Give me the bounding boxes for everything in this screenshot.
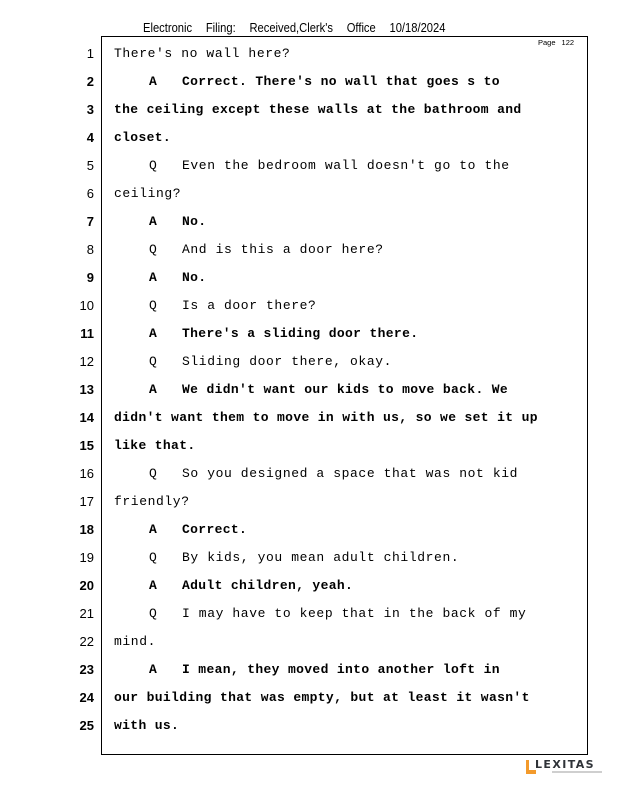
- line-text: the ceiling except these walls at the bathroom and: [114, 102, 522, 117]
- transcript-line: [114, 74, 500, 90]
- speaker-tag: A: [149, 522, 158, 537]
- line-number: 12: [79, 354, 94, 369]
- transcript-line: [114, 382, 508, 398]
- line-text: mind.: [114, 634, 157, 649]
- line-number: 2: [86, 74, 94, 89]
- line-number: 20: [79, 578, 94, 593]
- speaker-tag: Q: [149, 466, 158, 481]
- line-text: Correct. There's no wall that goes s to: [182, 74, 500, 89]
- line-text: Even the bedroom wall doesn't go to the: [182, 158, 510, 173]
- speaker-tag: A: [149, 382, 158, 397]
- speaker-tag: Q: [149, 298, 158, 313]
- transcript-line: [114, 662, 500, 678]
- line-text: Is a door there?: [182, 298, 317, 313]
- line-number: 22: [79, 634, 94, 649]
- line-number: 7: [86, 214, 94, 229]
- transcript-line: [114, 158, 510, 174]
- line-number: 16: [79, 466, 94, 481]
- line-number: 21: [79, 606, 94, 621]
- transcript-line: [114, 242, 384, 258]
- speaker-tag: A: [149, 578, 158, 593]
- speaker-tag: A: [149, 326, 158, 341]
- transcript-line: [114, 466, 518, 482]
- line-text: I may have to keep that in the back of my: [182, 606, 527, 621]
- line-text: like that.: [114, 438, 196, 453]
- line-number: 8: [86, 242, 94, 257]
- line-text: ceiling?: [114, 186, 182, 201]
- lexitas-wordmark: LEXITAS: [535, 758, 595, 771]
- transcript-line: [114, 130, 171, 146]
- transcript-line: [114, 718, 179, 734]
- transcript-line: [114, 186, 181, 202]
- line-number: 11: [80, 326, 94, 341]
- speaker-tag: A: [149, 214, 158, 229]
- line-number: 15: [79, 438, 94, 453]
- transcript-line: [114, 46, 290, 62]
- line-text: No.: [182, 214, 207, 229]
- speaker-tag: A: [149, 74, 158, 89]
- transcript-line: [114, 578, 353, 594]
- line-text: Sliding door there, okay.: [182, 354, 393, 369]
- line-number: 6: [86, 186, 94, 201]
- transcript-line: [114, 606, 526, 622]
- line-number: 9: [86, 270, 94, 285]
- filing-received: Received,Clerk's: [249, 20, 333, 35]
- line-number: 5: [86, 158, 94, 173]
- line-text: We didn't want our kids to move back. We: [182, 382, 509, 397]
- line-number: 17: [79, 494, 94, 509]
- speaker-tag: Q: [149, 158, 158, 173]
- transcript-line: [114, 102, 522, 118]
- transcript-line: [114, 690, 530, 706]
- line-number: 14: [79, 410, 94, 425]
- line-text: By kids, you mean adult children.: [182, 550, 460, 565]
- page-label: [538, 38, 574, 47]
- line-number: 24: [79, 690, 94, 705]
- transcript-line: [114, 326, 418, 342]
- line-text: No.: [182, 270, 207, 285]
- transcript-line: [114, 438, 196, 454]
- line-text: And is this a door here?: [182, 242, 384, 257]
- transcript-line: [114, 410, 538, 426]
- line-number: 25: [79, 718, 94, 733]
- filing-electronic: Electronic: [143, 20, 193, 35]
- page-label-text: Page: [538, 38, 556, 47]
- transcript-line: [114, 298, 316, 314]
- line-text: our building that was empty, but at least it wasn't: [114, 690, 530, 705]
- transcript-line: [114, 634, 156, 650]
- line-number: 1: [86, 46, 94, 61]
- line-number: 13: [79, 382, 94, 397]
- line-text: didn't want them to move in with us, so we set it up: [114, 410, 538, 425]
- transcript-line: [114, 522, 247, 538]
- lexitas-tagline: [552, 771, 602, 773]
- line-number: 23: [79, 662, 94, 677]
- page-number: 122: [561, 38, 575, 47]
- line-text: closet.: [114, 130, 172, 145]
- speaker-tag: Q: [149, 354, 158, 369]
- filing-date: 10/18/2024: [389, 20, 446, 35]
- transcript-line: [114, 494, 190, 510]
- line-text: I mean, they moved into another loft in: [182, 662, 500, 677]
- speaker-tag: A: [149, 662, 158, 677]
- line-text: Adult children, yeah.: [182, 578, 354, 593]
- speaker-tag: A: [149, 270, 158, 285]
- transcript-line: [114, 214, 206, 230]
- line-text: So you designed a space that was not kid: [182, 466, 519, 481]
- transcript-line: [114, 550, 459, 566]
- transcript-line: [114, 354, 392, 370]
- speaker-tag: Q: [149, 606, 158, 621]
- filing-stamp: [143, 20, 459, 35]
- line-number: 3: [86, 102, 94, 117]
- line-text: There's a sliding door there.: [182, 326, 419, 341]
- transcript-line: [114, 270, 206, 286]
- filing-filing: Filing:: [205, 20, 236, 35]
- line-text: There's no wall here?: [114, 46, 291, 61]
- line-text: Correct.: [182, 522, 248, 537]
- line-text: with us.: [114, 718, 180, 733]
- line-number: 4: [86, 130, 94, 145]
- line-number: 10: [79, 298, 94, 313]
- speaker-tag: Q: [149, 242, 158, 257]
- line-number: 18: [79, 522, 94, 537]
- line-number: 19: [79, 550, 94, 565]
- speaker-tag: Q: [149, 550, 158, 565]
- filing-office: Office: [346, 20, 376, 35]
- line-text: friendly?: [114, 494, 190, 509]
